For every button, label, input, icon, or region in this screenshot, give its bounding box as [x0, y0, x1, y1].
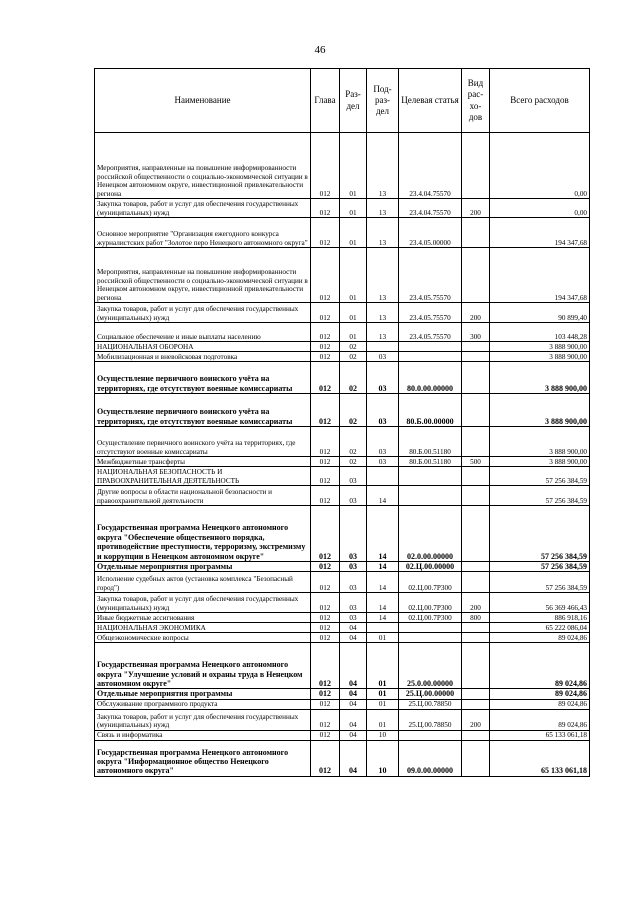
cell-chapter: 012: [311, 623, 340, 633]
table-row: [95, 633, 590, 643]
cell-section: 04: [340, 699, 367, 709]
cell-subsection: 13: [367, 218, 399, 248]
cell-section: 03: [340, 467, 367, 486]
table-row: [95, 486, 590, 506]
cell-section: 04: [340, 643, 367, 689]
cell-target: 02.Ц.00.7Р300: [399, 593, 462, 613]
cell-total: 103 448,28: [490, 323, 590, 342]
cell-chapter: 012: [311, 613, 340, 623]
cell-target: [399, 352, 462, 362]
cell-section: 03: [340, 613, 367, 623]
cell-exptype: [462, 740, 490, 776]
cell-chapter: 012: [311, 199, 340, 218]
cell-target: 23.4.05.75570: [399, 248, 462, 303]
cell-name: Осуществление первичного воинского учёта на территориях, где отсутствуют военные комиссариаты: [95, 394, 311, 427]
cell-chapter: 012: [311, 133, 340, 199]
cell-target: 80.0.00.00000: [399, 362, 462, 394]
cell-total: 3 888 900,00: [490, 427, 590, 457]
table-row: [95, 303, 590, 323]
table-row: [95, 342, 590, 352]
cell-exptype: [462, 562, 490, 572]
cell-target: 09.0.00.00000: [399, 740, 462, 776]
cell-name: Закупка товаров, работ и услуг для обеспечения государственных (муниципальных) нужд: [95, 199, 311, 218]
cell-subsection: 01: [367, 689, 399, 699]
cell-subsection: 03: [367, 362, 399, 394]
cell-chapter: 012: [311, 593, 340, 613]
cell-chapter: 012: [311, 394, 340, 427]
cell-target: [399, 467, 462, 486]
cell-section: 03: [340, 486, 367, 506]
cell-chapter: 012: [311, 709, 340, 730]
cell-chapter: 012: [311, 427, 340, 457]
cell-total: 194 347,68: [490, 248, 590, 303]
cell-chapter: 012: [311, 689, 340, 699]
cell-chapter: 012: [311, 699, 340, 709]
cell-name: Общеэкономические вопросы: [95, 633, 311, 643]
cell-target: [399, 730, 462, 740]
cell-subsection: 01: [367, 699, 399, 709]
cell-exptype: [462, 362, 490, 394]
cell-target: 80.Б.00.00000: [399, 394, 462, 427]
cell-chapter: 012: [311, 457, 340, 467]
cell-target: 23.4.05.75570: [399, 303, 462, 323]
cell-name: Закупка товаров, работ и услуг для обеспечения государственных (муниципальных) нужд: [95, 593, 311, 613]
cell-exptype: [462, 218, 490, 248]
cell-exptype: [462, 572, 490, 593]
cell-exptype: [462, 486, 490, 506]
cell-total: 65 133 061,18: [490, 730, 590, 740]
cell-exptype: 300: [462, 323, 490, 342]
cell-name: Осуществление первичного воинского учёта на территориях, где отсутствуют военные комиссариаты: [95, 427, 311, 457]
cell-exptype: [462, 427, 490, 457]
cell-exptype: [462, 699, 490, 709]
cell-total: 89 024,86: [490, 709, 590, 730]
cell-section: 04: [340, 740, 367, 776]
cell-target: 25.0.00.00000: [399, 643, 462, 689]
cell-exptype: [462, 643, 490, 689]
cell-name: Исполнение судебных актов (установка комплекса "Безопасный город"): [95, 572, 311, 593]
header-total: Всего расходов: [490, 69, 590, 133]
cell-target: 23.4.04.75570: [399, 133, 462, 199]
cell-chapter: 012: [311, 486, 340, 506]
cell-target: 02.0.00.00000: [399, 506, 462, 562]
cell-chapter: 012: [311, 730, 340, 740]
cell-name: НАЦИОНАЛЬНАЯ ЭКОНОМИКА: [95, 623, 311, 633]
table-body: [95, 133, 590, 777]
cell-name: НАЦИОНАЛЬНАЯ БЕЗОПАСНОСТЬ И ПРАВООХРАНИТЕЛЬНАЯ ДЕЯТЕЛЬНОСТЬ: [95, 467, 311, 486]
cell-subsection: 13: [367, 303, 399, 323]
table-row: [95, 323, 590, 342]
cell-chapter: 012: [311, 248, 340, 303]
page-number: 46: [314, 44, 326, 56]
cell-name: Отдельные мероприятия программы: [95, 562, 311, 572]
cell-name: Обслуживание программного продукта: [95, 699, 311, 709]
cell-name: Государственная программа Ненецкого автономного округа "Информационное общество Ненецкого автономного округа": [95, 740, 311, 776]
cell-name: Другие вопросы в области национальной безопасности и правоохранительной деятельности: [95, 486, 311, 506]
cell-name: Государственная программа Ненецкого автономного округа "Обеспечение общественного порядка, противодействие преступности, терроризму, экстремизму и коррупции в Ненецком автономном округе": [95, 506, 311, 562]
cell-exptype: 200: [462, 199, 490, 218]
table-row: [95, 613, 590, 623]
table-row: [95, 427, 590, 457]
cell-name: Социальное обеспечение и иные выплаты населению: [95, 323, 311, 342]
cell-total: 56 369 466,43: [490, 593, 590, 613]
cell-total: 3 888 900,00: [490, 342, 590, 352]
cell-section: 04: [340, 709, 367, 730]
cell-exptype: 200: [462, 303, 490, 323]
cell-chapter: 012: [311, 352, 340, 362]
cell-target: [399, 342, 462, 352]
cell-exptype: [462, 633, 490, 643]
cell-chapter: 012: [311, 506, 340, 562]
cell-subsection: 14: [367, 613, 399, 623]
cell-exptype: [462, 623, 490, 633]
table-row: [95, 457, 590, 467]
cell-chapter: 012: [311, 362, 340, 394]
cell-target: 02.Ц.00.00000: [399, 562, 462, 572]
cell-subsection: 14: [367, 593, 399, 613]
cell-exptype: [462, 730, 490, 740]
header-chapter: Глава: [311, 69, 340, 133]
table-row: [95, 623, 590, 633]
cell-name: Закупка товаров, работ и услуг для обеспечения государственных (муниципальных) нужд: [95, 709, 311, 730]
cell-section: 02: [340, 427, 367, 457]
cell-target: 80.Б.00.51180: [399, 457, 462, 467]
cell-section: 04: [340, 633, 367, 643]
header-subsection: Под- раз- дел: [367, 69, 399, 133]
cell-total: 57 256 384,59: [490, 506, 590, 562]
table-row: [95, 199, 590, 218]
table-row: [95, 562, 590, 572]
table-row: [95, 467, 590, 486]
header-target: Целевая статья: [399, 69, 462, 133]
cell-name: Государственная программа Ненецкого автономного округа "Улучшение условий и охраны труда в Ненецком автономном округе": [95, 643, 311, 689]
cell-name: Межбюджетные трансферты: [95, 457, 311, 467]
cell-total: 194 347,68: [490, 218, 590, 248]
cell-exptype: [462, 467, 490, 486]
header-row: [95, 69, 590, 133]
cell-chapter: 012: [311, 467, 340, 486]
cell-total: 57 256 384,59: [490, 562, 590, 572]
cell-total: 3 888 900,00: [490, 457, 590, 467]
table-row: [95, 740, 590, 776]
cell-exptype: [462, 248, 490, 303]
cell-subsection: 14: [367, 562, 399, 572]
cell-section: 01: [340, 218, 367, 248]
cell-name: Мероприятия, направленные на повышение информированности российской общественности о социально-экономической ситуации в Ненецком автономном округе, инвестиционной привлекательности региона: [95, 133, 311, 199]
table-row: [95, 699, 590, 709]
cell-total: 89 024,86: [490, 699, 590, 709]
cell-subsection: [367, 342, 399, 352]
cell-target: [399, 486, 462, 506]
cell-total: 0,00: [490, 133, 590, 199]
table-row: [95, 218, 590, 248]
cell-chapter: 012: [311, 740, 340, 776]
cell-target: 02.Ц.00.7Р300: [399, 572, 462, 593]
cell-section: 02: [340, 362, 367, 394]
cell-section: 01: [340, 133, 367, 199]
table-row: [95, 709, 590, 730]
cell-exptype: 200: [462, 709, 490, 730]
cell-section: 01: [340, 248, 367, 303]
cell-subsection: [367, 623, 399, 633]
cell-total: 0,00: [490, 199, 590, 218]
cell-exptype: 800: [462, 613, 490, 623]
cell-chapter: 012: [311, 633, 340, 643]
cell-subsection: 03: [367, 352, 399, 362]
cell-chapter: 012: [311, 562, 340, 572]
cell-subsection: 01: [367, 709, 399, 730]
cell-name: Иные бюджетные ассигнования: [95, 613, 311, 623]
table-row: [95, 133, 590, 199]
table-row: [95, 689, 590, 699]
cell-section: 03: [340, 593, 367, 613]
table-row: [95, 352, 590, 362]
cell-chapter: 012: [311, 323, 340, 342]
table-row: [95, 572, 590, 593]
cell-subsection: [367, 467, 399, 486]
cell-exptype: [462, 352, 490, 362]
cell-chapter: 012: [311, 643, 340, 689]
cell-section: 03: [340, 572, 367, 593]
cell-target: 25.Ц.00.78850: [399, 699, 462, 709]
cell-section: 02: [340, 457, 367, 467]
cell-subsection: 14: [367, 506, 399, 562]
cell-subsection: 03: [367, 457, 399, 467]
cell-target: 25.Ц.00.78850: [399, 709, 462, 730]
cell-section: 01: [340, 199, 367, 218]
cell-chapter: 012: [311, 572, 340, 593]
cell-subsection: 13: [367, 133, 399, 199]
cell-name: Основное мероприятие "Организация ежегодного конкурса журналистских работ "Золотое перо Ненецкого автономного округа": [95, 218, 311, 248]
cell-name: Мобилизационная и вневойсковая подготовка: [95, 352, 311, 362]
cell-subsection: 13: [367, 248, 399, 303]
cell-exptype: [462, 133, 490, 199]
cell-name: НАЦИОНАЛЬНАЯ ОБОРОНА: [95, 342, 311, 352]
cell-subsection: 10: [367, 740, 399, 776]
table-row: [95, 593, 590, 613]
cell-chapter: 012: [311, 342, 340, 352]
cell-subsection: 03: [367, 427, 399, 457]
cell-section: 03: [340, 562, 367, 572]
table-row: [95, 248, 590, 303]
table-row: [95, 643, 590, 689]
cell-section: 04: [340, 730, 367, 740]
cell-total: 65 222 086,04: [490, 623, 590, 633]
cell-section: 03: [340, 506, 367, 562]
cell-total: 65 133 061,18: [490, 740, 590, 776]
cell-total: 3 888 900,00: [490, 362, 590, 394]
cell-name: Отдельные мероприятия программы: [95, 689, 311, 699]
table-row: [95, 362, 590, 394]
cell-subsection: 13: [367, 199, 399, 218]
cell-total: 89 024,86: [490, 643, 590, 689]
cell-section: 01: [340, 323, 367, 342]
cell-target: 23.4.04.75570: [399, 199, 462, 218]
table-row: [95, 506, 590, 562]
cell-target: 23.4.05.75570: [399, 323, 462, 342]
table-row: [95, 730, 590, 740]
cell-target: 02.Ц.00.7Р300: [399, 613, 462, 623]
cell-section: 04: [340, 689, 367, 699]
cell-total: 57 256 384,59: [490, 572, 590, 593]
cell-total: 886 918,16: [490, 613, 590, 623]
header-exptype: Вид рас- хо- дов: [462, 69, 490, 133]
cell-total: 57 256 384,59: [490, 486, 590, 506]
cell-total: 90 899,40: [490, 303, 590, 323]
cell-exptype: [462, 689, 490, 699]
cell-total: 3 888 900,00: [490, 394, 590, 427]
cell-target: [399, 623, 462, 633]
header-name: Наименование: [95, 69, 311, 133]
cell-exptype: [462, 394, 490, 427]
cell-section: 04: [340, 623, 367, 633]
cell-total: 89 024,86: [490, 689, 590, 699]
cell-total: 89 024,86: [490, 633, 590, 643]
cell-name: Осуществление первичного воинского учёта на территориях, где отсутствуют военные комиссариаты: [95, 362, 311, 394]
header-section: Раз- дел: [340, 69, 367, 133]
cell-subsection: 01: [367, 633, 399, 643]
cell-name: Мероприятия, направленные на повышение информированности российской общественности о социально-экономической ситуации в Ненецком автономном округе, инвестиционной привлекательности региона: [95, 248, 311, 303]
cell-exptype: 500: [462, 457, 490, 467]
cell-subsection: 01: [367, 643, 399, 689]
cell-target: 25.Ц.00.00000: [399, 689, 462, 699]
cell-name: Закупка товаров, работ и услуг для обеспечения государственных (муниципальных) нужд: [95, 303, 311, 323]
cell-name: Связь и информатика: [95, 730, 311, 740]
cell-exptype: 200: [462, 593, 490, 613]
cell-subsection: 03: [367, 394, 399, 427]
budget-table: [94, 68, 590, 777]
table-row: [95, 394, 590, 427]
cell-section: 01: [340, 303, 367, 323]
cell-subsection: 14: [367, 572, 399, 593]
cell-section: 02: [340, 394, 367, 427]
cell-subsection: 14: [367, 486, 399, 506]
cell-total: 57 256 384,59: [490, 467, 590, 486]
cell-subsection: 13: [367, 323, 399, 342]
cell-target: 23.4.05.00000: [399, 218, 462, 248]
cell-subsection: 10: [367, 730, 399, 740]
cell-section: 02: [340, 352, 367, 362]
cell-exptype: [462, 342, 490, 352]
cell-target: 80.Б.00.51180: [399, 427, 462, 457]
cell-section: 02: [340, 342, 367, 352]
cell-target: [399, 633, 462, 643]
cell-total: 3 888 900,00: [490, 352, 590, 362]
cell-chapter: 012: [311, 218, 340, 248]
cell-chapter: 012: [311, 303, 340, 323]
cell-exptype: [462, 506, 490, 562]
